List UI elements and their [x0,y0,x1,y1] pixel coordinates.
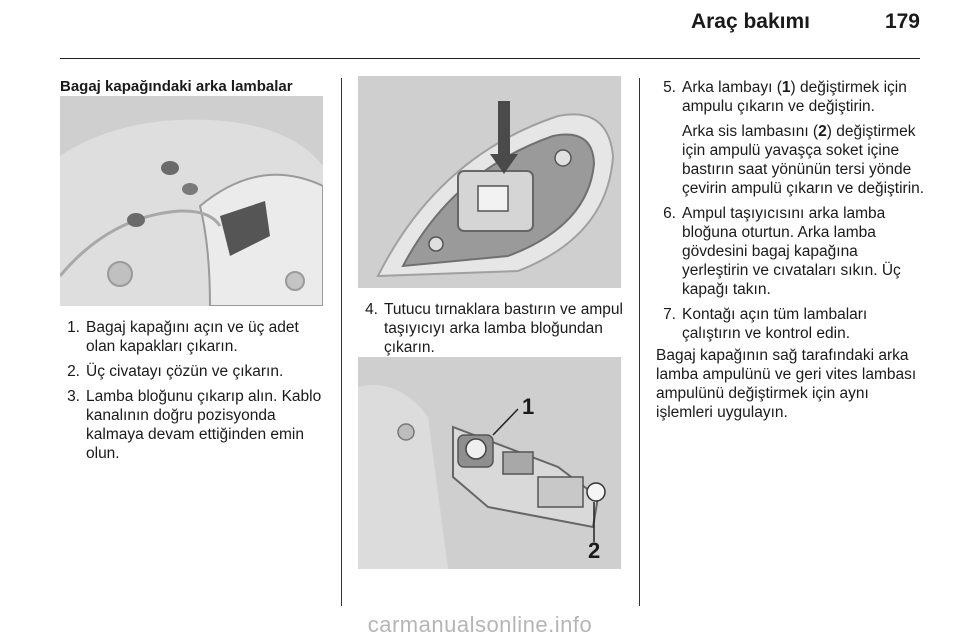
watermark-text: carmanualsonline.info [367,612,593,637]
callout-label-2: 2 [588,538,601,563]
step-text: Kontağı açın tüm lambaları çalıştırın ve kontrol edin. [682,306,868,342]
lamp-block-illustration [358,76,621,288]
steps-list-right [656,78,928,349]
list-item [60,318,328,356]
closing-paragraph: Bagaj kapağının sağ tarafındaki arka lamba ampulünü ve geri vites lambası ampulünü değiştirmek için aynı işlemleri uygulayın. [656,347,917,421]
step-number: 6. [663,205,676,222]
list-item [358,300,626,357]
chapter-title: Araç bakımı [690,10,810,33]
step-number: 1. [67,319,80,336]
step-number: 7. [663,306,676,323]
steps-list-left [60,318,328,469]
steps-list-middle [358,300,626,363]
bulb-carrier-illustration [358,357,621,569]
header-divider [60,58,920,59]
step-text: Ampul taşıyıcısını arka lamba bloğuna oturtun. Arka lamba gövdesini bagaj kapağına yerleştirin ve cıvataları sıkın. Üç kapağı takın. [682,205,901,298]
step-number: 2. [67,363,80,380]
step-text: Lamba bloğunu çıkarıp alın. Kablo kanalının doğru pozisyonda kalmaya devam ettiğinden emin olun. [86,388,322,462]
tailgate-interior-illustration [60,96,323,306]
step-number: 3. [67,388,80,405]
step-text: Bagaj kapağını açın ve üç adet olan kapakları çıkarın. [86,319,299,355]
list-item [656,204,928,299]
list-item [60,387,328,463]
callout-label-1: 1 [522,394,535,419]
page-number: 179 [884,10,920,33]
step-text: Üç civatayı çözün ve çıkarın. [86,363,284,380]
step-number: 5. [663,79,676,96]
step-subtext: Arka sis lambasını (2) değiştirmek için ampulü yavaşça soket içine bastırın saat yönünün tersi yönde çevirin ampulü çıkarın ve değiştirin. [682,123,925,197]
list-item [60,362,328,381]
column-divider-1 [341,78,342,606]
list-item [656,78,928,198]
list-item [656,305,928,343]
step-text: Arka lambayı (1) değiştirmek için ampulu çıkarın ve değiştirin. [682,79,907,115]
step-text: Tutucu tırnaklara bastırın ve ampul taşıyıcıyı arka lamba bloğundan çıkarın. [384,301,623,356]
section-title: Bagaj kapağındaki arka lambalar [60,78,293,95]
column-divider-2 [639,78,640,606]
step-number: 4. [365,301,378,318]
